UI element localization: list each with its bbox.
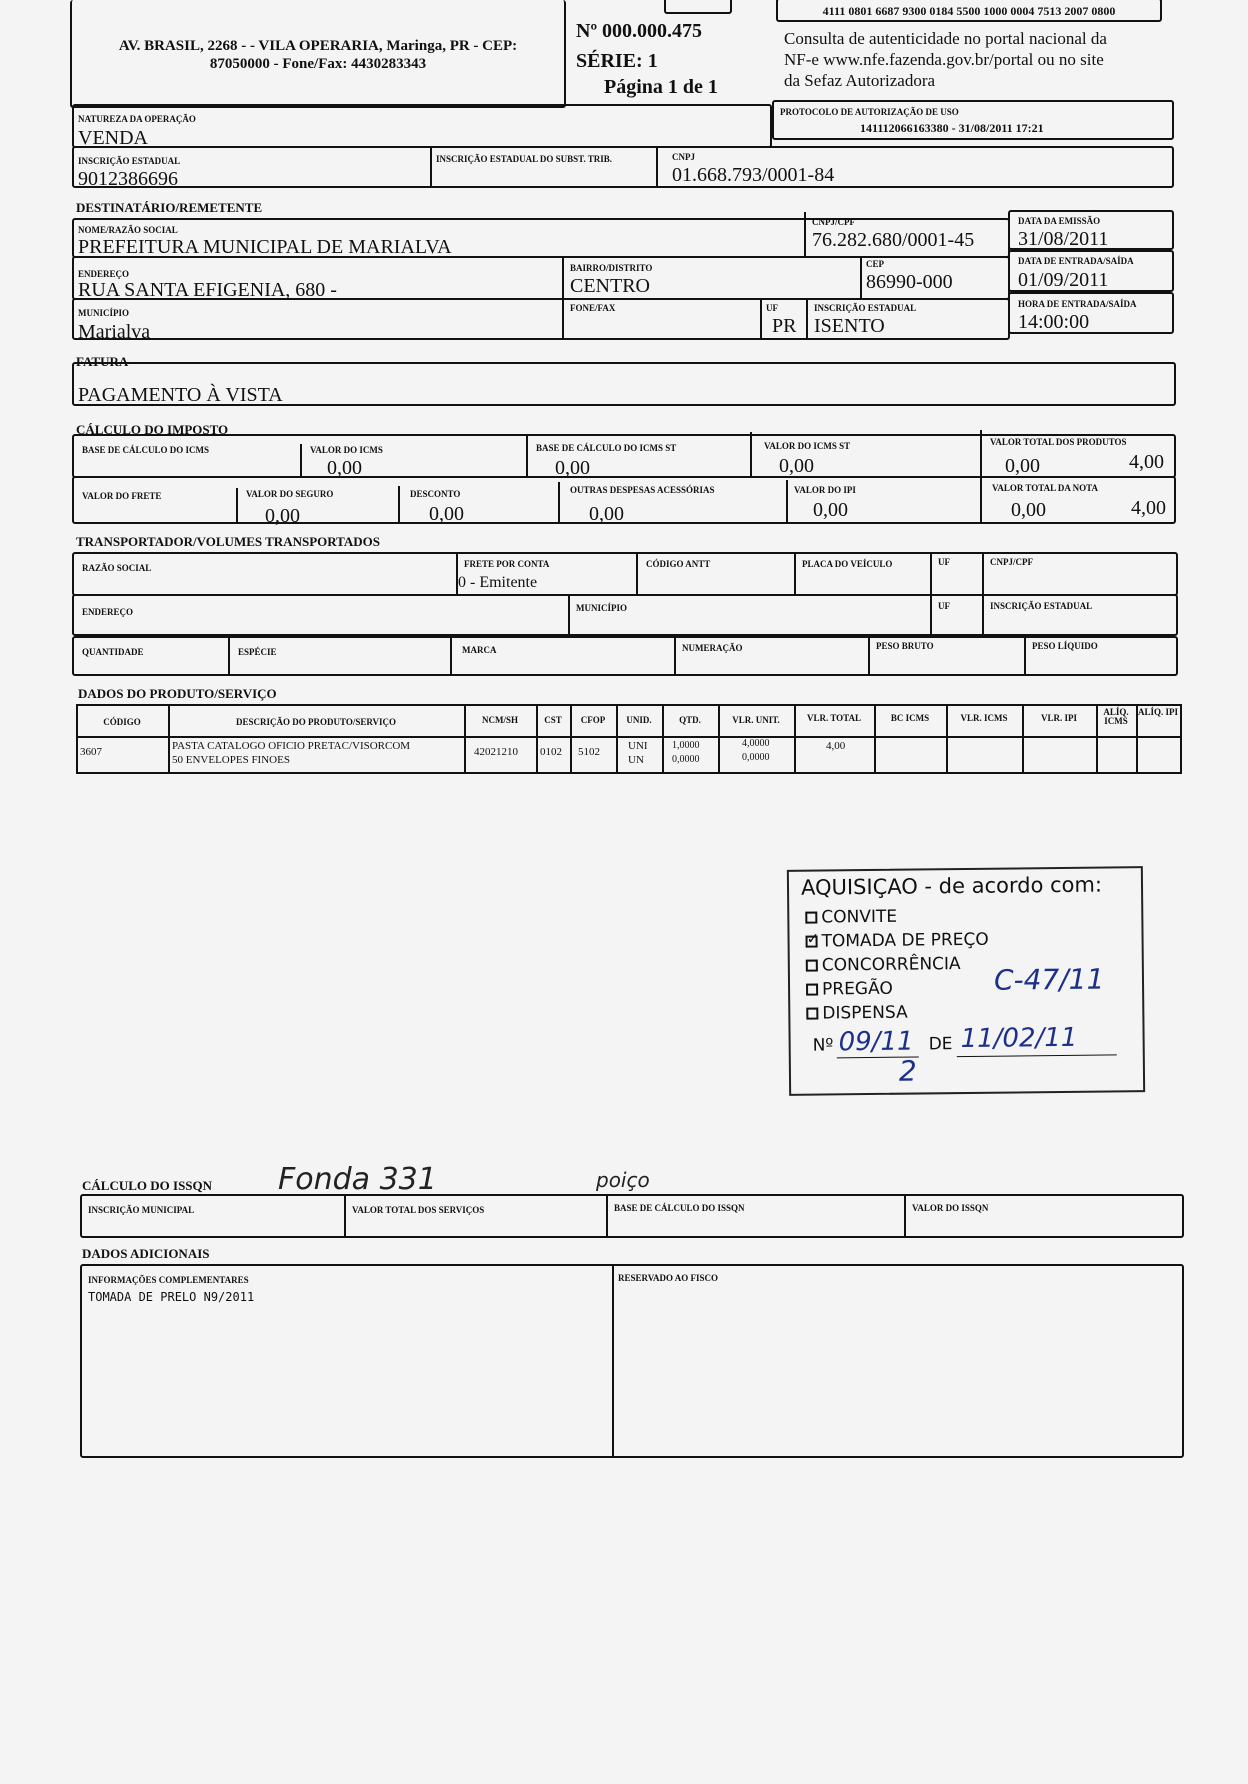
consulta-line3: da Sefaz Autorizadora [784, 71, 936, 90]
checkbox-concorrencia [806, 960, 818, 972]
transp-frete-value: 0 - Emitente [458, 574, 538, 591]
fatura-box [72, 362, 1176, 406]
destinatario-row3 [72, 298, 1010, 343]
divider [450, 638, 452, 674]
issqn-valor-label: VALOR DO ISSQN [912, 1203, 989, 1213]
stamp-mark-handwritten: 2 [898, 1054, 917, 1088]
th-bc-icms: BC ICMS [890, 713, 930, 723]
protocolo-box [772, 100, 1174, 140]
checkbox-pregao [806, 984, 818, 996]
cnpj-value: 01.668.793/0001-84 [672, 164, 835, 186]
cell-unit-2: 0,0000 [742, 752, 770, 763]
seguro-label: VALOR DO SEGURO [246, 489, 334, 499]
stamp-option-label: CONVITE [821, 906, 898, 928]
divider [930, 554, 932, 594]
dest-cep-value: 86990-000 [866, 271, 953, 293]
nf-tipo-checkbox [664, 0, 732, 14]
outras-value: 0,00 [813, 499, 848, 521]
divider [750, 432, 752, 476]
bc-st-value: 0,00 [779, 455, 814, 477]
divider [982, 596, 984, 634]
th-unid: UNID. [626, 715, 652, 725]
transp-numeracao-label: NUMERAÇÃO [682, 643, 743, 653]
stamp-date-handwritten: 11/02/11 [960, 1022, 1078, 1055]
ipi-value: 0,00 [1011, 499, 1046, 521]
info-label: INFORMAÇÕES COMPLEMENTARES [88, 1275, 249, 1285]
dest-bairro-value: CENTRO [570, 275, 650, 297]
produtos-title: DADOS DO PRODUTO/SERVIÇO [78, 686, 277, 701]
emitente-box [70, 0, 566, 108]
issqn-handwritten-mark: poiço [596, 1168, 650, 1192]
ie-label: INSCRIÇÃO ESTADUAL [78, 156, 181, 166]
stamp-option-dispensa [806, 1002, 908, 1024]
cnpj-label: CNPJ [672, 152, 695, 162]
cell-ncm: 42021210 [474, 746, 518, 758]
ie-value: 9012386696 [78, 168, 178, 190]
divider [228, 638, 230, 674]
stamp-option-label: PREGÃO [821, 978, 893, 1000]
divider [980, 478, 982, 522]
transp-razao-label: RAZÃO SOCIAL [82, 563, 152, 573]
dest-emissao-box [1008, 210, 1174, 250]
destinatario-row2 [72, 256, 1010, 300]
consulta-line2: NF-e www.nfe.fazenda.gov.br/portal ou no site [784, 50, 1104, 69]
divider [612, 1266, 614, 1456]
transp-row3 [72, 636, 1178, 676]
dest-cnpj-value: 76.282.680/0001-45 [812, 229, 975, 251]
nf-numero: Nº 000.000.475 [576, 20, 703, 42]
icms-st-value: 0,00 [1005, 455, 1040, 477]
icms-value: 0,00 [555, 457, 590, 479]
total-prod-label: VALOR TOTAL DOS PRODUTOS [990, 437, 1127, 447]
fisco-label: RESERVADO AO FISCO [618, 1273, 719, 1283]
dest-uf-value: PR [772, 315, 797, 337]
divider [558, 482, 560, 522]
adicionais-title: DADOS ADICIONAIS [82, 1246, 210, 1261]
dest-hora-label: HORA DE ENTRADA/SAÍDA [1018, 299, 1137, 309]
stamp-de: DE [928, 1034, 953, 1055]
dest-municipio-value: Marialva [78, 321, 151, 343]
divider [860, 258, 862, 298]
transp-uf2-label: UF [938, 601, 950, 611]
issqn-im-label: INSCRIÇÃO MUNICIPAL [88, 1205, 195, 1215]
checkbox-tomada-checked [806, 936, 818, 948]
chave-consulta [784, 28, 1164, 91]
cell-descricao-line2: 50 ENVELOPES FINOES [172, 754, 290, 766]
col-divider [1180, 704, 1182, 774]
divider [300, 444, 302, 476]
nf-number-block [574, 0, 774, 108]
th-vlr-total: VLR. TOTAL [806, 713, 862, 723]
dest-emissao-label: DATA DA EMISSÃO [1018, 216, 1101, 226]
transp-frete-label: FRETE POR CONTA [464, 559, 550, 569]
divider [398, 486, 400, 522]
chave-key-value: 4111 0801 6687 9300 0184 5500 1000 0004 7513 2007 0800 [822, 4, 1116, 18]
dest-cep-label: CEP [866, 259, 884, 269]
issqn-box [80, 1194, 1184, 1238]
th-qtd: QTD. [679, 715, 701, 725]
th-descricao: DESCRIÇÃO DO PRODUTO/SERVIÇO [235, 717, 397, 727]
cell-qtd-1: 1,0000 [672, 740, 700, 751]
divider [606, 1196, 608, 1236]
seguro-value: 0,00 [429, 503, 464, 525]
produtos-table [76, 704, 1182, 774]
transp-endereco-label: ENDEREÇO [82, 607, 134, 617]
divider [236, 488, 238, 522]
icms-label: VALOR DO ICMS [310, 445, 383, 455]
divider [526, 436, 528, 476]
divider [794, 554, 796, 594]
natureza-box [72, 104, 772, 148]
stamp-option-concorrencia [806, 956, 961, 975]
dest-entrada-box [1008, 250, 1174, 292]
bc-icms-value: 0,00 [327, 457, 362, 479]
emitente-address-line2: 87050000 - Fone/Fax: 4430283343 [209, 56, 427, 72]
cell-qtd-2: 0,0000 [672, 754, 700, 765]
dest-endereco-label: ENDEREÇO [78, 269, 130, 279]
divider [868, 638, 870, 674]
ipi-label: VALOR DO IPI [794, 485, 856, 495]
th-cst: CST [544, 715, 562, 725]
desconto-label: DESCONTO [410, 489, 461, 499]
dest-municipio-label: MUNICÍPIO [78, 308, 129, 318]
table-header-bottom [76, 736, 1180, 738]
checkbox-dispensa [806, 1008, 818, 1020]
checkbox-convite [805, 912, 817, 924]
col-divider [536, 704, 538, 774]
divider [636, 554, 638, 594]
transp-ie-label: INSCRIÇÃO ESTADUAL [990, 601, 1093, 611]
info-value: TOMADA DE PRELO N9/2011 [88, 1290, 255, 1304]
imposto-row2 [72, 476, 1176, 527]
emitente-address-line1: AV. BRASIL, 2268 - - VILA OPERARIA, Maringa, PR - CEP: [118, 38, 518, 54]
issqn-handwritten-note: Fonda 331 [278, 1162, 437, 1197]
chave-key-box [776, 0, 1162, 22]
cell-total: 4,00 [826, 740, 846, 752]
divider [674, 638, 676, 674]
nf-serie: SÉRIE: 1 [576, 50, 658, 72]
cell-unid-1: UNI [628, 740, 648, 752]
stamp-number-prefix: Nº [812, 1035, 834, 1056]
transp-antt-label: CÓDIGO ANTT [646, 559, 711, 569]
frete-label: VALOR DO FRETE [82, 491, 162, 501]
dest-bairro-label: BAIRRO/DISTRITO [570, 263, 653, 273]
divider [1024, 638, 1026, 674]
col-divider [76, 704, 78, 774]
th-cfop: CFOP [580, 715, 606, 725]
total-prod-value: 4,00 [1129, 451, 1164, 473]
aquisicao-stamp [787, 866, 1145, 1096]
col-divider [464, 704, 466, 774]
transp-row1 [72, 552, 1178, 596]
col-divider [570, 704, 572, 774]
th-vlr-ipi: VLR. IPI [1040, 713, 1077, 723]
natureza-label: NATUREZA DA OPERAÇÃO [78, 114, 196, 124]
adicionais-box [80, 1264, 1184, 1458]
transp-row2 [72, 594, 1178, 636]
table-top [76, 704, 1180, 706]
dest-endereco-value: RUA SANTA EFIGENIA, 680 - [78, 279, 337, 301]
th-aliq-ipi: ALÍQ. IPI [1138, 707, 1179, 717]
divider [806, 300, 808, 338]
issqn-base-label: BASE DE CÁLCULO DO ISSQN [614, 1203, 745, 1213]
stamp-option-label: TOMADA DE PREÇO [821, 929, 989, 952]
transp-marca-label: MARCA [462, 645, 497, 655]
th-ncm: NCM/SH [482, 715, 518, 725]
desconto-value: 0,00 [589, 503, 624, 525]
col-divider [718, 704, 720, 774]
stamp-option-convite [805, 906, 898, 928]
outras-label: OUTRAS DESPESAS ACESSÓRIAS [570, 485, 715, 495]
destinatario-row1 [72, 218, 1010, 258]
dest-cnpj-label: CNPJ/CPF [812, 217, 855, 227]
divider [904, 1196, 906, 1236]
th-aliq-icms: ALÍQ. ICMS [1103, 707, 1129, 727]
ie-st-label: INSCRIÇÃO ESTADUAL DO SUBST. TRIB. [436, 154, 613, 164]
transp-peso-liq-label: PESO LÍQUIDO [1032, 641, 1098, 651]
fatura-title: FATURA [76, 354, 129, 369]
th-codigo: CÓDIGO [103, 717, 141, 727]
stamp-number-handwritten: 09/11 [838, 1026, 914, 1058]
dest-ie-label: INSCRIÇÃO ESTADUAL [814, 303, 917, 313]
col-divider [662, 704, 664, 774]
transportador-title: TRANSPORTADOR/VOLUMES TRANSPORTADOS [76, 534, 381, 549]
divider [982, 554, 984, 594]
transp-especie-label: ESPÉCIE [238, 647, 277, 657]
th-vlr-icms: VLR. ICMS [960, 713, 1008, 723]
col-divider [616, 704, 618, 774]
icms-st-label: VALOR DO ICMS ST [764, 441, 851, 451]
transp-municipio-label: MUNICÍPIO [576, 603, 627, 613]
divider [786, 480, 788, 522]
col-divider [168, 704, 170, 774]
stamp-note-handwritten: C-47/11 [993, 962, 1105, 997]
divider [656, 148, 658, 186]
cell-unit-1: 4,0000 [742, 738, 770, 749]
cell-unid-2: UN [628, 754, 644, 766]
inscricao-box [72, 146, 1174, 188]
transp-qtd-label: QUANTIDADE [82, 647, 144, 657]
issqn-total-label: VALOR TOTAL DOS SERVIÇOS [352, 1205, 485, 1215]
divider [568, 596, 570, 634]
transp-placa-label: PLACA DO VEÍCULO [802, 559, 893, 569]
dest-entrada-label: DATA DE ENTRADA/SAÍDA [1018, 256, 1134, 266]
imposto-row1 [72, 434, 1176, 478]
divider [804, 212, 806, 256]
table-bottom [76, 772, 1180, 774]
bc-st-label: BASE DE CÁLCULO DO ICMS ST [536, 443, 677, 453]
stamp-option-pregao [806, 978, 893, 1000]
stamp-option-label: DISPENSA [822, 1002, 908, 1024]
stamp-option-tomada [805, 929, 989, 952]
consulta-line1: Consulta de autenticidade no portal nacional da [784, 29, 1107, 48]
transp-cnpj-label: CNPJ/CPF [990, 557, 1033, 567]
dest-uf-label: UF [766, 303, 778, 313]
divider [562, 300, 564, 338]
th-vlr-unit: VLR. UNIT. [732, 715, 780, 725]
stamp-title: AQUISIÇAO - de acordo com: [800, 872, 1103, 900]
protocolo-label: PROTOCOLO DE AUTORIZAÇÃO DE USO [780, 107, 959, 117]
dest-hora-value: 14:00:00 [1018, 311, 1090, 333]
fatura-value: PAGAMENTO À VISTA [78, 384, 283, 406]
stamp-date-underline [957, 1054, 1117, 1057]
protocolo-value: 141112066163380 - 31/08/2011 17:21 [860, 121, 1044, 135]
dest-hora-box [1008, 292, 1174, 334]
divider [930, 596, 932, 634]
transp-uf-label: UF [938, 557, 950, 567]
divider [344, 1196, 346, 1236]
destinatario-title: DESTINATÁRIO/REMETENTE [76, 200, 263, 215]
cell-codigo: 3607 [80, 746, 102, 758]
dest-nome-label: NOME/RAZÃO SOCIAL [78, 225, 178, 235]
imposto-title: CÁLCULO DO IMPOSTO [76, 422, 229, 437]
dest-ie-value: ISENTO [814, 315, 885, 337]
frete-value: 0,00 [265, 505, 300, 527]
cell-descricao-line1: PASTA CATALOGO OFICIO PRETAC/VISORCOM [172, 740, 411, 752]
divider [980, 430, 982, 476]
dest-emissao-value: 31/08/2011 [1018, 228, 1109, 250]
transp-peso-bruto-label: PESO BRUTO [876, 641, 934, 651]
natureza-value: VENDA [78, 127, 148, 149]
issqn-title: CÁLCULO DO ISSQN [82, 1178, 213, 1193]
total-nota-label: VALOR TOTAL DA NOTA [992, 483, 1098, 493]
stamp-option-label: CONCORRÊNCIA [821, 954, 961, 976]
divider [430, 148, 432, 186]
cell-cfop: 5102 [578, 746, 600, 758]
dest-fone-label: FONE/FAX [570, 303, 616, 313]
nf-pagina: Página 1 de 1 [604, 76, 718, 98]
divider [760, 300, 762, 338]
dest-entrada-value: 01/09/2011 [1018, 269, 1109, 291]
dest-nome-value: PREFEITURA MUNICIPAL DE MARIALVA [78, 236, 452, 258]
total-nota-value: 4,00 [1131, 497, 1166, 519]
bc-icms-label: BASE DE CÁLCULO DO ICMS [82, 445, 210, 455]
divider [562, 258, 564, 298]
cell-cst: 0102 [540, 746, 562, 758]
